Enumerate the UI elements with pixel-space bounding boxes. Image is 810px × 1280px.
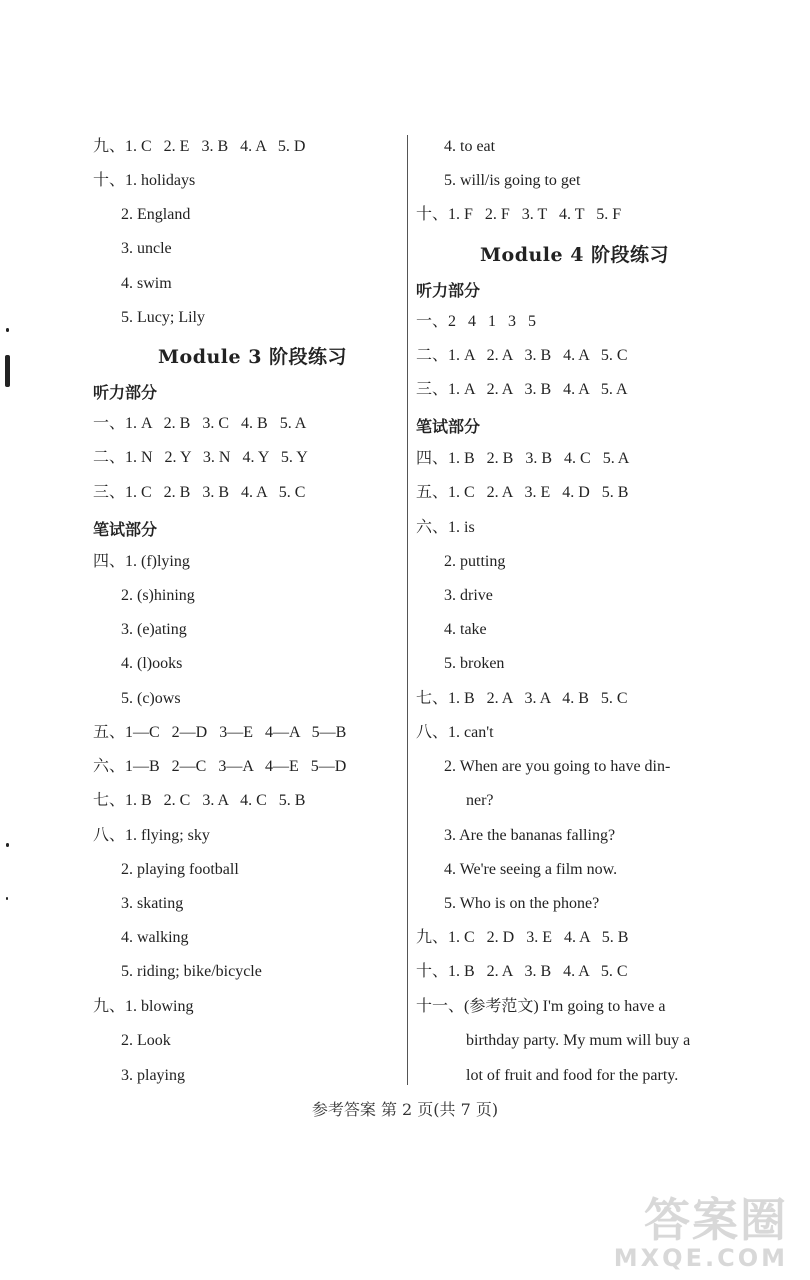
answer-line: 六、1. is xyxy=(416,519,475,536)
answer-line: 九、1. C 2. E 3. B 4. A 5. D xyxy=(93,138,306,155)
listening-section-title: 听力部分 xyxy=(93,383,158,402)
answer-line: 5. broken xyxy=(444,655,505,672)
answer-line: 2. playing football xyxy=(121,861,239,878)
answer-line: 一、1. A 2. B 3. C 4. B 5. A xyxy=(93,415,307,432)
column-divider xyxy=(407,135,408,1085)
answer-line: 四、1. B 2. B 3. B 4. C 5. A xyxy=(416,450,630,467)
answer-line: 三、1. A 2. A 3. B 4. A 5. A xyxy=(416,381,628,398)
answer-line: 3. Are the bananas falling? xyxy=(444,827,616,844)
answer-line: 十、1. holidays xyxy=(93,172,196,189)
answer-line: 2. When are you going to have din- xyxy=(444,758,671,775)
answer-line: 十一、(参考范文) I'm going to have a xyxy=(416,998,666,1015)
answer-line: 七、1. B 2. C 3. A 4. C 5. B xyxy=(93,792,306,809)
answer-line: 六、1—B 2—C 3—A 4—E 5—D xyxy=(93,758,347,775)
answer-line: 3. drive xyxy=(444,587,493,604)
answer-line: 五、1. C 2. A 3. E 4. D 5. B xyxy=(416,484,629,501)
watermark-url: MXQE.COM xyxy=(613,1244,788,1272)
answer-line: 3. uncle xyxy=(121,240,172,257)
answer-line: 九、1. C 2. D 3. E 4. A 5. B xyxy=(416,929,629,946)
answer-line: 二、1. A 2. A 3. B 4. A 5. C xyxy=(416,347,628,364)
answer-line: 5. (c)ows xyxy=(121,690,181,707)
listening-section-title: 听力部分 xyxy=(416,281,481,300)
answer-line: 5. Lucy; Lily xyxy=(121,309,205,326)
scan-mark xyxy=(6,897,8,900)
answer-line: 八、1. flying; sky xyxy=(93,827,210,844)
answer-line: birthday party. My mum will buy a xyxy=(466,1032,691,1049)
page-footer: 参考答案 第 2 页(共 7 页) xyxy=(311,1100,499,1119)
answer-line: 2. England xyxy=(121,206,191,223)
answer-line: 三、1. C 2. B 3. B 4. A 5. C xyxy=(93,484,306,501)
answer-line: 七、1. B 2. A 3. A 4. B 5. C xyxy=(416,690,628,707)
written-section-title: 笔试部分 xyxy=(93,520,158,539)
watermark-logo-text: 答案圈 xyxy=(644,1193,788,1247)
answer-line: 2. (s)hining xyxy=(121,587,195,604)
scan-mark xyxy=(6,328,9,332)
answer-line: 九、1. blowing xyxy=(93,998,194,1015)
answer-line: 4. swim xyxy=(121,275,172,292)
module-3-heading: Module 3 阶段练习 xyxy=(158,346,348,368)
scan-mark xyxy=(5,355,10,387)
answer-line: 2. putting xyxy=(444,553,506,570)
answer-line: 4. take xyxy=(444,621,487,638)
answer-line: ner? xyxy=(466,792,494,809)
answer-line: 十、1. F 2. F 3. T 4. T 5. F xyxy=(416,206,622,223)
module-4-heading: Module 4 阶段练习 xyxy=(480,244,670,266)
answer-line: 5. will/is going to get xyxy=(444,172,581,189)
scan-mark xyxy=(6,843,9,847)
answer-line: 5. Who is on the phone? xyxy=(444,895,600,912)
answer-line: 二、1. N 2. Y 3. N 4. Y 5. Y xyxy=(93,449,308,466)
written-section-title: 笔试部分 xyxy=(416,417,481,436)
answer-line: 4. to eat xyxy=(444,138,496,155)
watermark xyxy=(614,1184,788,1272)
answer-line: 一、2 4 1 3 5 xyxy=(416,313,537,330)
answer-line: 十、1. B 2. A 3. B 4. A 5. C xyxy=(416,963,628,980)
answer-line: 八、1. can't xyxy=(416,724,494,741)
answer-line: 4. (l)ooks xyxy=(121,655,183,672)
answer-line: 四、1. (f)lying xyxy=(93,553,190,570)
answer-line: 3. (e)ating xyxy=(121,621,187,638)
answer-line: lot of fruit and food for the party. xyxy=(466,1067,679,1084)
answer-line: 5. riding; bike/bicycle xyxy=(121,963,262,980)
answer-line: 4. We're seeing a film now. xyxy=(444,861,618,878)
answer-line: 4. walking xyxy=(121,929,189,946)
answer-line: 2. Look xyxy=(121,1032,171,1049)
answer-line: 3. playing xyxy=(121,1067,185,1084)
answer-line: 3. skating xyxy=(121,895,184,912)
answer-line: 五、1—C 2—D 3—E 4—A 5—B xyxy=(93,724,347,741)
